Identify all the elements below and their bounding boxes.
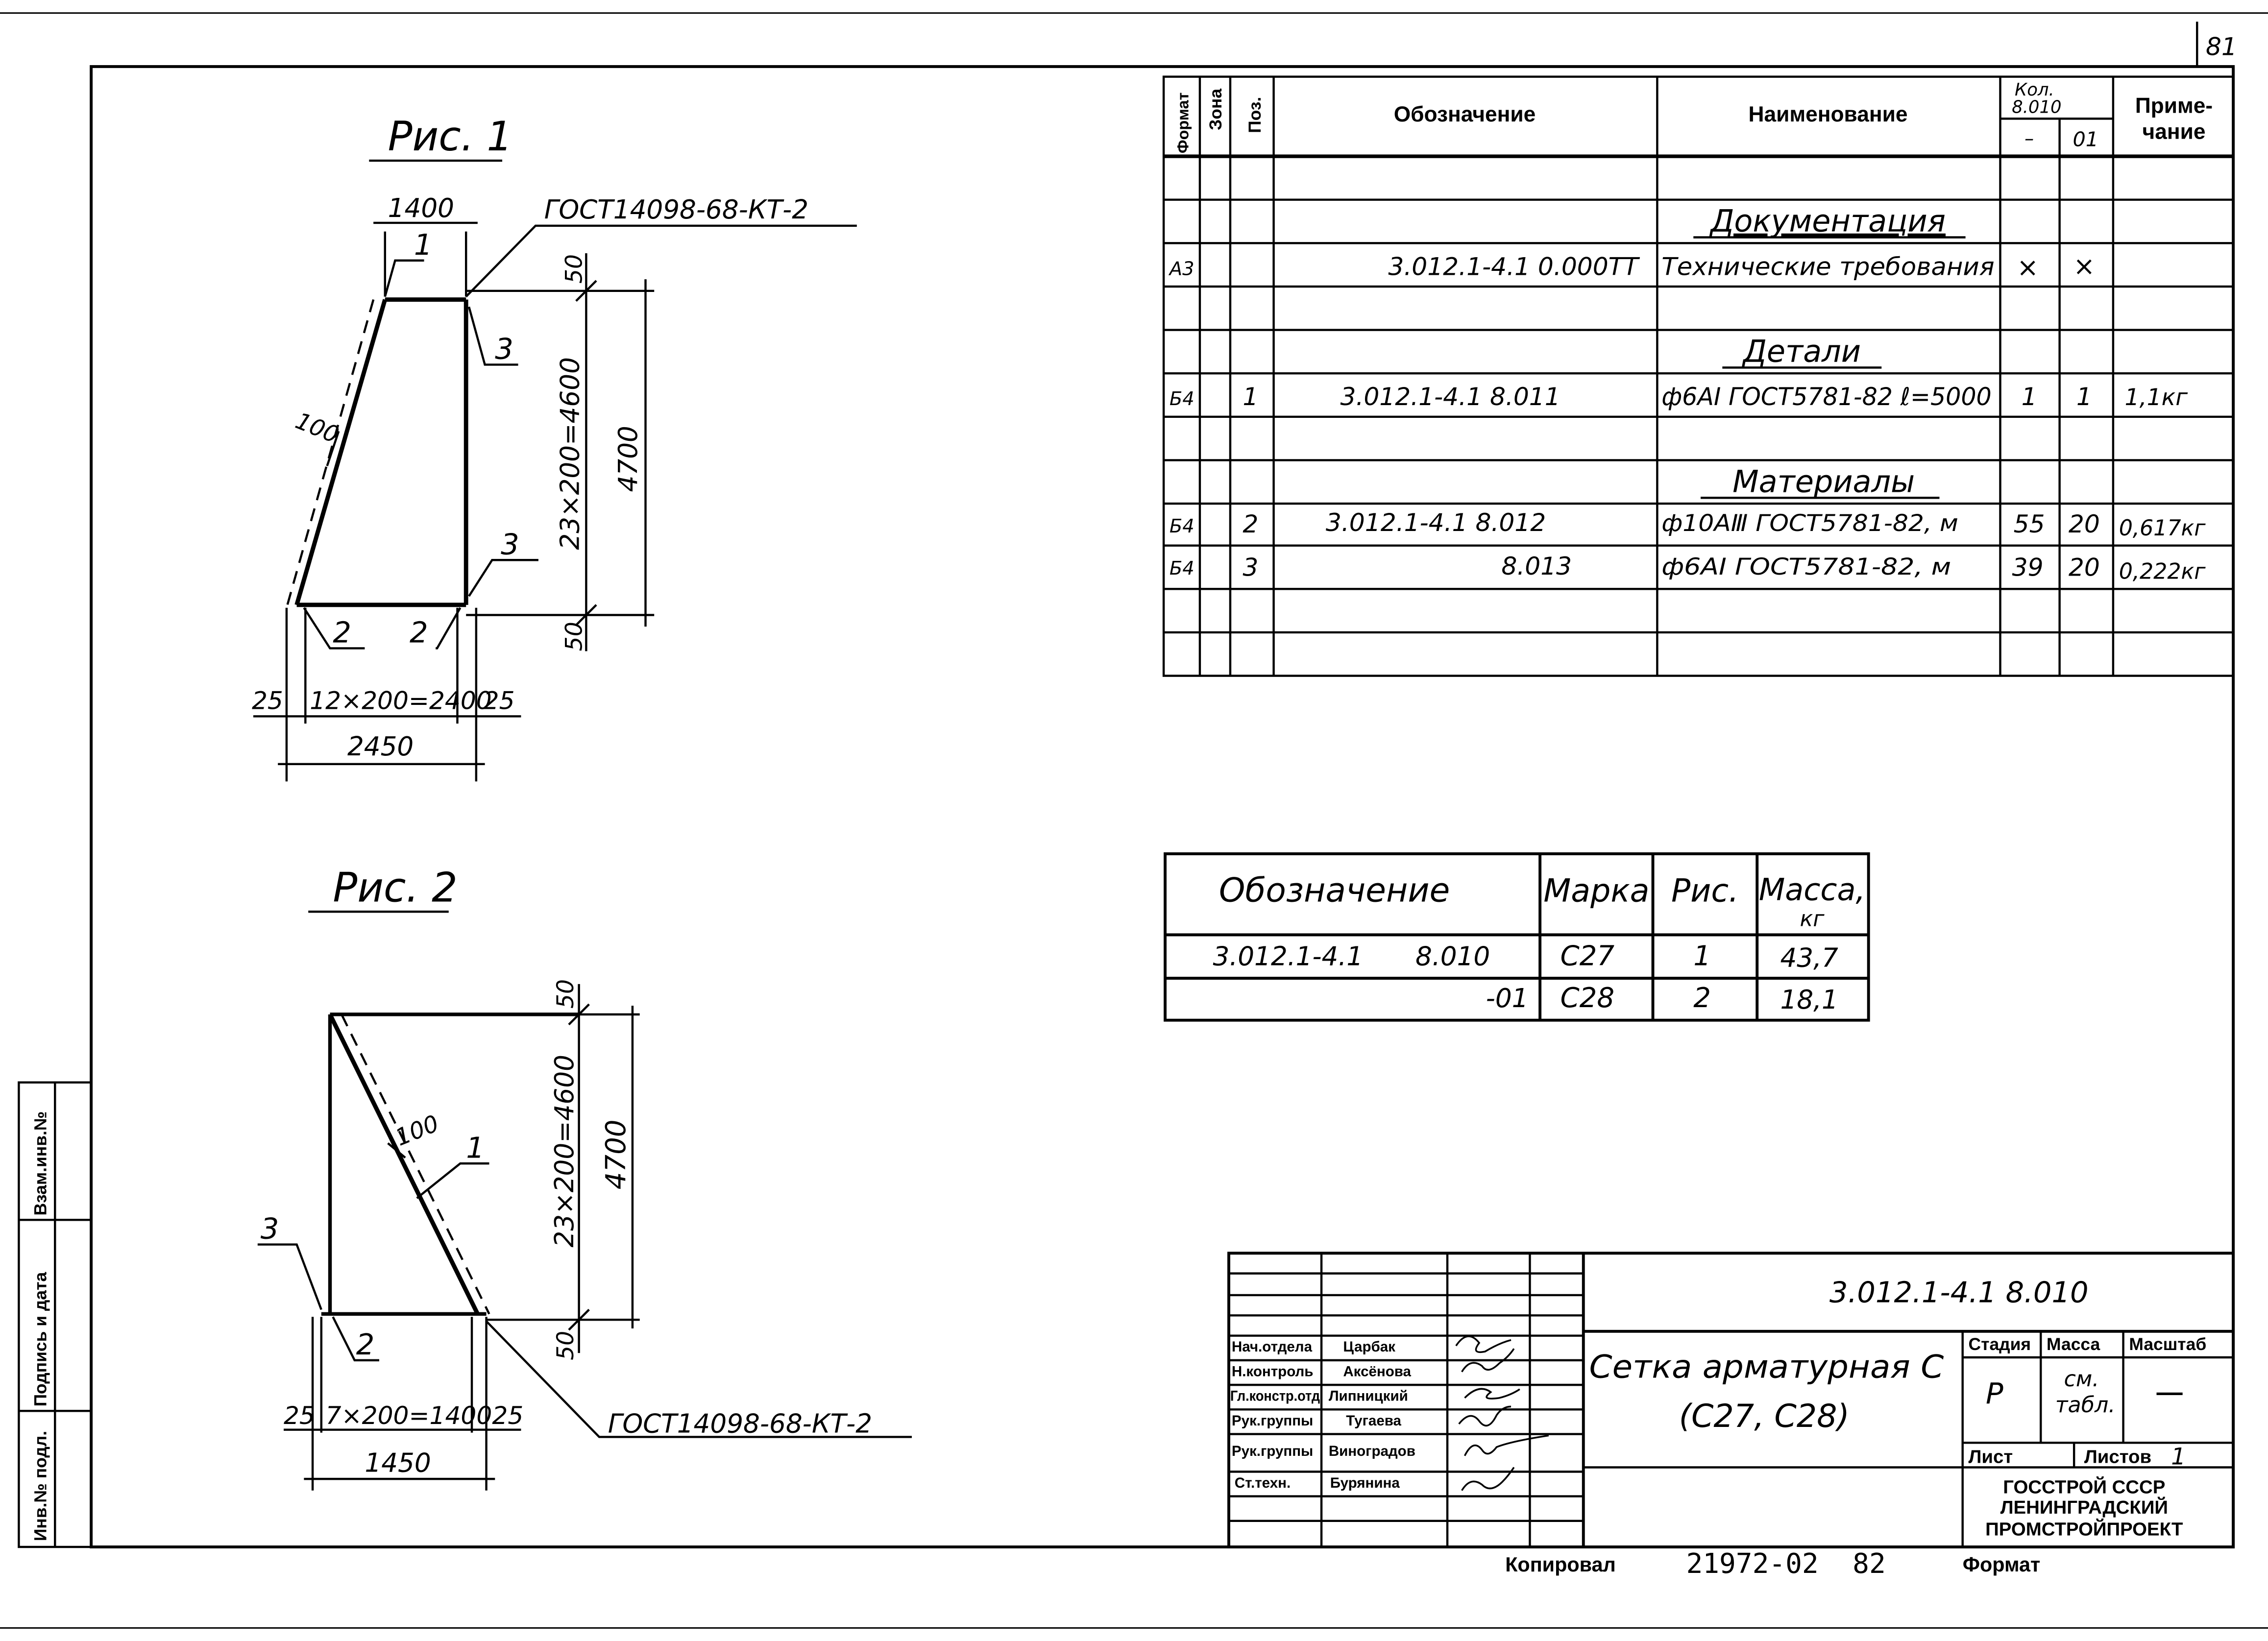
spec-row-qty-1: 1 [2021,382,2037,411]
sheet-label: Лист [1968,1446,2013,1468]
spec-row-name: ф10АⅢ ГОСТ5781-82, м [1661,510,1958,537]
spec-header-designation: Обозначение [1393,102,1536,127]
section-details: Детали [1743,333,1861,369]
spec-row-qty-1: 39 [2012,553,2044,582]
spec-row-qty-2: 20 [2068,553,2100,582]
marks-row-mass: 18,1 [1780,985,1838,1015]
figure-2-dim-100: 100 [391,1110,443,1152]
spec-row-format: Б4 [1169,557,1195,579]
spec-row-qty-2: 20 [2068,509,2100,539]
org-line-3: ПРОМСТРОЙПРОЕКТ [1985,1519,2183,1540]
spec-header-format: Формат [1174,92,1192,154]
figure-2-dim-total-w: 1450 [365,1448,431,1478]
role-label: Рук.группы [1231,1412,1314,1429]
marks-header-mark: Марка [1543,872,1650,910]
spec-header-qty-col1: – [2024,127,2034,150]
footer-copied-label: Копировал [1505,1553,1616,1576]
spec-row-designation: 3.012.1-4.1 8.012 [1325,508,1546,537]
spec-row-note: 1,1кг [2124,384,2188,411]
figure-1-pos-1: 1 [414,227,433,262]
drawing-frame [91,67,2233,1547]
role-name: Царбак [1343,1339,1395,1355]
spec-row-format: А3 [1169,258,1195,280]
spec-row-format: Б4 [1169,388,1195,410]
spec-header-qty: Кол. [2015,79,2054,100]
spec-row-designation: 8.013 [1501,551,1572,580]
marks-row-mark: С27 [1560,940,1615,972]
figure-2-dim-25-right: 25 [492,1400,524,1430]
marks-header-mass-2: кг [1800,906,1825,932]
marks-row-mass: 43,7 [1780,942,1838,973]
marks-header-mass-1: Масса, [1758,871,1866,908]
scale-label: Масштаб [2129,1334,2207,1354]
marks-header-fig: Рис. [1671,872,1739,910]
figure-1-dim-50-top: 50 [561,254,588,284]
spec-row-qty-2: × [2073,251,2096,282]
sheets-value: 1 [2171,1443,2186,1471]
spec-row [1170,552,2206,584]
role-label: Рук.группы [1231,1443,1314,1459]
figure-2-gost: ГОСТ14098-68-КТ-2 [608,1408,873,1439]
spec-row [1168,251,2095,283]
figure-2-pos-2: 2 [356,1327,375,1362]
figure-2-dim-25-left: 25 [283,1400,315,1430]
figure-1-dim-cols: 12×200=2400 [310,686,492,715]
doc-code: 3.012.1-4.1 8.010 [1829,1275,2089,1309]
figure-2-pos-1: 1 [466,1131,485,1165]
figure-1 [252,113,857,781]
spec-header-name: Наименование [1748,102,1908,127]
figure-1-dim-total-h: 4700 [612,426,643,492]
spec-row-name: ф6АⅠ ГОСТ5781-82, м [1661,553,1951,580]
side-stamp-sign: Подпись и дата [30,1272,50,1407]
spec-row-name: Технические требования [1661,252,1995,281]
spec-row-designation: 3.012.1-4.1 0.000ТТ [1388,252,1638,281]
spec-header-zone: Зона [1206,88,1226,130]
footer-page: 82 [1853,1548,1886,1580]
figure-2-dim-50-top: 50 [552,979,579,1009]
spec-row [1170,508,2206,541]
spec-header-pos: Поз. [1244,97,1265,133]
spec-row-note: 0,222кг [2119,559,2206,584]
figure-2-dim-total-h: 4700 [600,1119,633,1190]
spec-row-qty-2: 1 [2076,382,2092,411]
role-name: Виноградов [1328,1443,1415,1459]
spec-header-note-1: Приме- [2135,94,2213,118]
marks-header-designation: Обозначение [1219,871,1450,910]
figure-1-dim-top: 1400 [388,193,454,224]
figure-2-title: Рис. 2 [333,864,458,912]
spec-row-pos: 2 [1243,509,1259,539]
figure-2-dim-cols: 7×200=1400 [325,1400,492,1430]
side-stamp-replace: Взам.инв.№ [30,1111,50,1216]
role-name: Бурянина [1330,1474,1400,1491]
spec-header-qty-col2: 01 [2073,127,2099,151]
spec-row-designation: 3.012.1-4.1 8.011 [1340,382,1561,411]
figure-1-gost: ГОСТ14098-68-КТ-2 [544,194,809,225]
spec-row-qty-1: × [2017,252,2039,283]
figure-2-dim-rows: 23×200=4600 [549,1054,580,1248]
spec-row-note: 0,617кг [2119,516,2206,541]
spec-header-qty-doc: 8.010 [2012,97,2062,118]
marks-row-fig: 2 [1693,982,1711,1014]
spec-row-pos: 3 [1243,553,1259,582]
section-documentation: Документация [1710,203,1946,239]
mass-value-2: табл. [2055,1393,2116,1418]
scale-value: — [2156,1377,2183,1407]
role-name: Тугаева [1346,1412,1401,1429]
side-stamp-inv: Инв.№ подл. [30,1430,50,1542]
figure-1-title: Рис. 1 [388,113,512,161]
figure-1-dim-rows: 23×200=4600 [555,357,585,550]
role-label: Н.контроль [1231,1363,1314,1380]
role-label: Нач.отдела [1231,1339,1313,1355]
spec-row-name: ф6АⅠ ГОСТ5781-82 ℓ=5000 [1661,382,1992,411]
spec-table-grid [1164,77,2233,676]
stage-label: Стадия [1968,1334,2031,1354]
spec-header-note-2: чание [2142,120,2206,144]
stage-value: Р [1985,1376,2003,1411]
marks-row-fig: 1 [1693,940,1711,972]
footer-format-label: Формат [1962,1553,2041,1576]
org-line-2: ЛЕНИНГРАДСКИЙ [2000,1497,2169,1519]
spec-row-format: Б4 [1169,515,1195,538]
marks-row-mark: С28 [1560,982,1615,1014]
figure-1-pos-3a: 3 [495,332,513,366]
figure-2-dim-50-bottom: 50 [552,1330,579,1360]
drawing-title-1: Сетка арматурная С [1589,1349,1944,1386]
marks-row-code: 8.010 [1415,941,1490,972]
spec-row [1170,382,2188,411]
figure-2 [258,864,912,1490]
figure-1-dim-50-bottom: 50 [561,622,588,652]
figure-1-dim-25-right: 25 [483,686,515,715]
role-label: Гл.констр.отд [1230,1388,1320,1404]
figure-2-pos-3: 3 [260,1211,279,1246]
spec-row-pos: 1 [1243,382,1259,411]
page-number: 81 [2205,32,2237,61]
role-name: Липницкий [1328,1388,1408,1404]
side-stamp [19,1083,91,1547]
figure-1-dim-100: 100 [292,407,343,449]
role-label: Ст.техн. [1234,1474,1291,1491]
marks-row-code: -01 [1486,983,1529,1014]
sheets-label: Листов [2084,1446,2152,1468]
mass-value-1: см. [2064,1367,2099,1392]
figure-1-pos-2a: 2 [333,615,352,650]
org-line-1: ГОССТРОЙ СССР [2003,1476,2166,1498]
title-block-roles [1230,1339,1415,1491]
marks-row-designation: 3.012.1-4.1 [1213,941,1364,972]
figure-1-dim-25-left: 25 [252,686,283,715]
figure-1-pos-2b: 2 [409,615,428,650]
figure-1-pos-3b: 3 [501,527,519,561]
spec-row-qty-1: 55 [2013,509,2045,539]
drawing-title-2: (С27, С28) [1679,1398,1850,1435]
figure-1-dim-total-w: 2450 [347,731,414,762]
footer-number: 21972-02 [1686,1548,1819,1580]
mass-label: Масса [2047,1334,2100,1354]
section-materials: Материалы [1732,463,1915,500]
role-name: Аксёнова [1343,1363,1411,1380]
marks-row [1213,940,1838,973]
